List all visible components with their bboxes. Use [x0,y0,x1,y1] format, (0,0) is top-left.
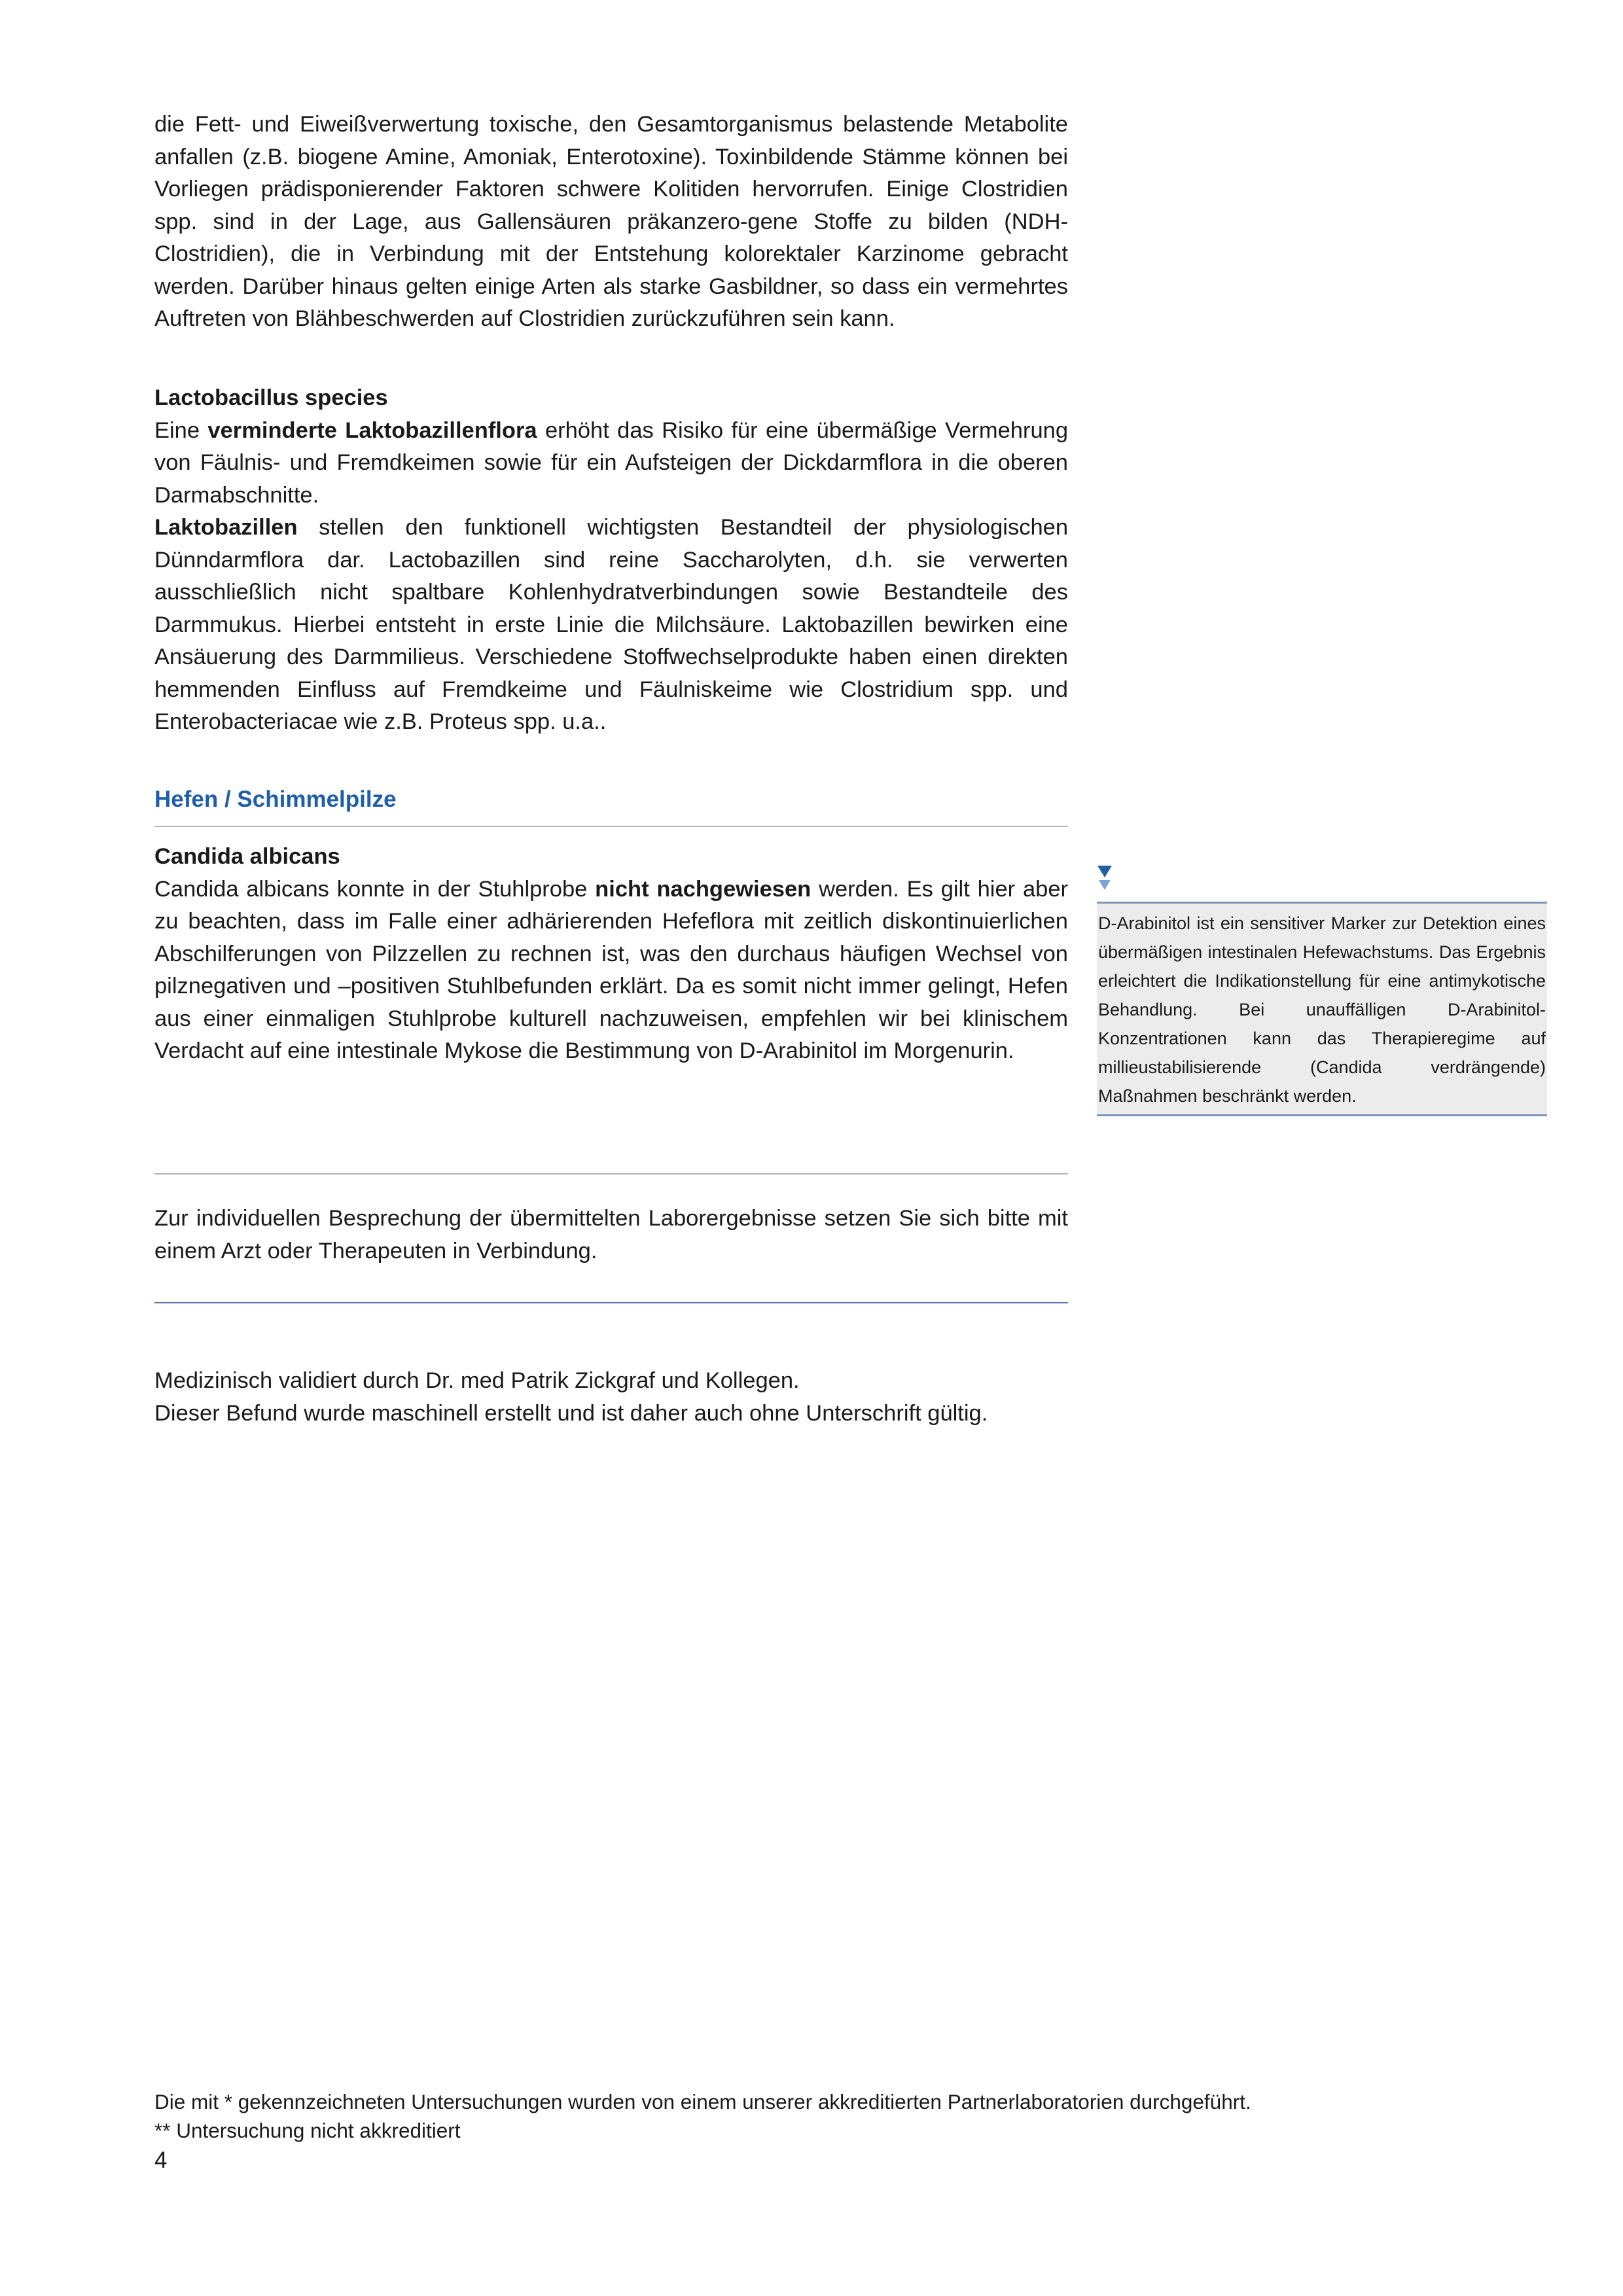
intro-line: kolorektaler Karzinome gebracht werden. Darüber hinaus gelten einige Arten als [154,241,1068,299]
text-run: stellen den funktionell wichtigsten Bestandteil der physiologischen Dünndarmflora dar. Lactobazillen sind reine Saccharolyten, d.h. sie verwerten ausschließlich nicht spaltbare Kohlenhydratverbindungen sowie Bestandteile des Darmmukus. Hierbei entsteht in erste Linie die Milchsäure. Laktobazillen bewirken eine Ansäuerung des Darmmilieus. Verschiedene Stoffwechselprodukte haben einen direkten hemmenden Einfluss auf Fremdkeime und Fäulniskeime wie Clostridium spp. und Enterobacteriacae wie z.B. Proteus spp. u.a.. [154,515,1068,734]
divider-blue [154,1302,1068,1303]
sidebar-note-box [1097,902,1547,1116]
emphasis-text: Laktobazillen [154,515,298,540]
consult-text: Zur individuellen Besprechung der übermittelten Laborergebnisse setzen Sie sich bitte mit einem Arzt oder Therapeuten in Verbindung. [154,1206,1068,1263]
validation-line-2: Dieser Befund wurde maschinell erstellt und ist daher auch ohne Unterschrift gültig. [154,1400,988,1426]
lactobacillus-heading: Lactobacillus species [154,385,388,410]
footer-non-accredited-note: ** Untersuchung nicht akkreditiert [154,2119,461,2142]
lactobacillus-paragraph-2 [154,512,1068,739]
intro-line: gene Stoffe zu bilden (NDH-Clostridien), die in Verbindung mit der Entstehung [154,209,1068,266]
footer [154,2087,1398,2176]
emphasis-text: nicht nachgewiesen [595,876,812,902]
section-title: Hefen / Schimmelpilze [154,786,397,812]
page-number: 4 [154,2147,168,2173]
consult-block [154,1203,1068,1267]
validation-block [154,1365,1068,1430]
candida-paragraph [154,874,1068,1068]
double-arrow-down-icon [1096,864,1115,896]
lactobacillus-paragraph-1 [154,415,1068,512]
text-run: Eine [154,417,208,443]
text-run: werden. Es gilt hier aber zu beachten, dass im Falle einer adhärierenden Hefeflora mit zeitlich diskontinuierlichen Abschilferungen von Pilzzellen zu rechnen ist, was den durchaus häufigen Wechsel von pilznegativen und –positiven Stuhlbefunden erklärt. Da es somit nicht immer gelingt, Hefen aus einer einmaligen Stuhlprobe kulturell nachzuweisen, empfehlen wir bei klinischem Verdacht auf eine intestinale Mykose die Bestimmung von D-Arabinitol im Morgenurin. [154,876,1069,1063]
text-run: erhöht das Risiko für eine übermäßige Vermehrung von Fäulnis- und Fremdkeimen sowie für ein Aufsteigen der Dickdarmflora in die oberen Darmabschnitte. [154,417,1069,508]
intro-text [154,109,1068,336]
intro-line: die Fett- und Eiweißverwertung toxische, den Gesamtorganismus belastende [154,112,954,137]
validation-line-1: Medizinisch validiert durch Dr. med Patrik Zickgraf und Kollegen. [154,1368,800,1393]
emphasis-text: verminderte Laktobazillenflora [207,417,537,443]
candida-section [154,841,1068,1068]
section-divider [154,826,1068,827]
intro-line: Clostridien zurückzuführen sein kann. [518,306,895,331]
sidebar-note-text: D-Arabinitol ist ein sensitiver Marker zur Detektion eines übermäßigen intestinalen Hefewachstums. Das Ergebnis erleichtert die Indikationstellung für eine antimykotische Behandlung. Bei unauffälligen D-Arabinitol-Konzentrationen kann das Therapieregime auf millieustabilisierende (Candida verdrängende) Maßnahmen beschränkt werden. [1098,913,1546,1106]
lactobacillus-section [154,382,1068,739]
divider [154,1173,1068,1174]
footer-accreditation-note: Die mit * gekennzeichneten Untersuchungen wurden von einem unserer akkreditierten Partnerlaboratorien durchgeführt. [154,2090,1251,2113]
text-run: Candida albicans konnte in der Stuhlprobe [154,876,596,902]
intro-line: hervorrufen. Einige Clostridien spp. sind in der Lage, aus Gallensäuren präkanzero- [154,177,1068,234]
intro-paragraph [154,109,1068,336]
intro-line: starke Gasbildner, so dass ein vermehrtes Auftreten von Blähbeschwerden auf [154,274,1068,331]
sidebar-note [1097,902,1547,1116]
intro-line: Metabolite anfallen (z.B. biogene Amine, Amoniak, Enterotoxine). Toxinbildende [154,112,1068,169]
candida-heading: Candida albicans [154,844,340,869]
intro-line: Stämme können bei Vorliegen prädisponierender Faktoren schwere Kolitiden [154,144,1068,202]
